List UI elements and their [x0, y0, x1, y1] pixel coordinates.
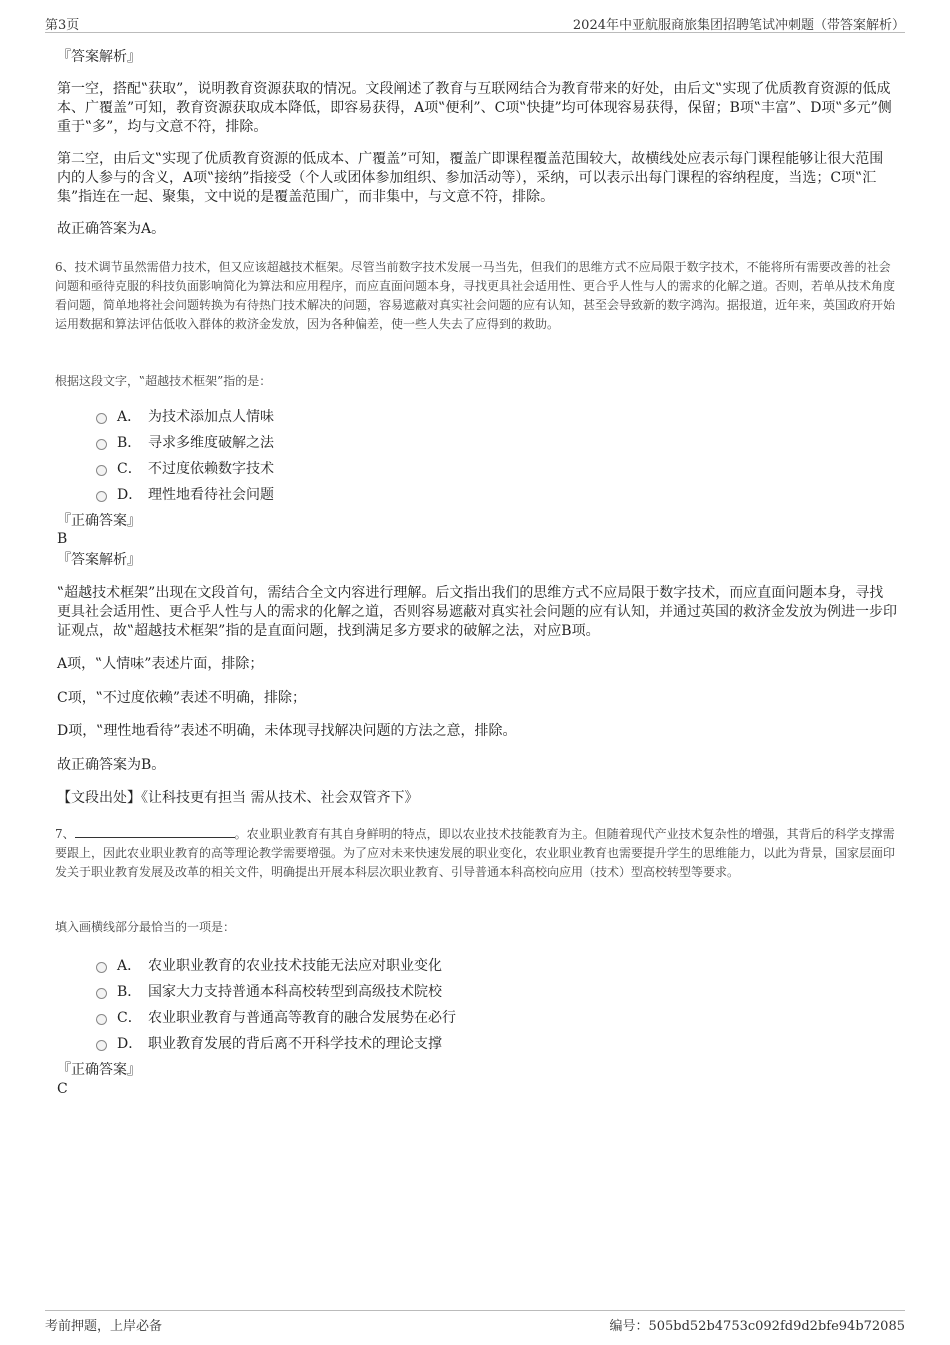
question-7-prompt: 填入画横线部分最恰当的一项是：	[55, 920, 236, 934]
fill-blank	[75, 825, 235, 838]
question-7-option-b[interactable]: B． 国家大力支持普通本科高校转型到高级技术院校	[96, 981, 442, 1001]
document-title: 2024年中亚航服商旅集团招聘笔试冲刺题（带答案解析）	[572, 18, 905, 33]
analysis-option-a: A项，‟人情味”表述片面，排除；	[57, 656, 264, 672]
radio-icon[interactable]	[96, 962, 107, 973]
analysis-paragraph-2: 第二空，由后文‟实现了优质教育资源的低成本、广覆盖”可知，覆盖广即课程覆盖范围较大，故横线处应表示每门课程能够让很大范围内的人参与的含义，A项‟接纳”指接受（个人或团体参加组织、参加活动等），采纳，可以表示出每门课程的容纳程度，当选；C项‟汇集”指连在一起、聚集，文中说的是覆盖范围广，而非集中，与文意不符，排除。	[57, 151, 884, 205]
page-number: 第3页	[45, 18, 80, 33]
footer-slogan: 考前押题，上岸必备	[45, 1319, 163, 1334]
page-footer	[45, 1310, 905, 1335]
analysis-conclusion: 故正确答案为B。	[57, 757, 166, 773]
question-7-text: 7、 。农业职业教育有其自身鲜明的特点，即以农业技术技能教育为主。但随着现代产业技术复杂性的增强，其背后的科学支撑需要跟上，因此农业职业教育的高等理论教学需要增强。为了应对未来快速发展的职业变化，农业职业教育也需要提升学生的思维能力，以此为背景，国家层面印发关于职业教育发展及改革的相关文件，明确提出开展本科层次职业教育、引导普通本科高校向应用（技术）型高校转型等要求。	[55, 827, 896, 879]
correct-answer-value: B	[57, 531, 68, 547]
question-6-option-d[interactable]: D． 理性地看待社会问题	[96, 484, 274, 504]
question-7-option-c[interactable]: C． 农业职业教育与普通高等教育的融合发展势在必行	[96, 1007, 456, 1027]
question-6-option-a[interactable]: A． 为技术添加点人情味	[96, 406, 274, 426]
question-7-option-a[interactable]: A． 农业职业教育的农业技术技能无法应对职业变化	[96, 955, 442, 975]
radio-icon[interactable]	[96, 439, 107, 450]
analysis-paragraph-1: 第一空，搭配‟获取”，说明教育资源获取的情况。文段阐述了教育与互联网结合为教育带来的好处，由后文‟实现了优质教育资源的低成本、广覆盖”可知，教育资源获取成本降低，即容易获得，A项‟便利”、C项‟快捷”均可体现容易获得，保留；B项‟丰富”、D项‟多元”侧重于‟多”，均与文意不符，排除。	[57, 81, 892, 135]
question-6-prompt: 根据这段文字，‟超越技术框架”指的是：	[55, 374, 272, 388]
correct-answer-label: 『正确答案』	[57, 513, 141, 529]
document-id: 编号：505bd52b4753c092fd9d2bfe94b72085	[609, 1319, 905, 1334]
radio-icon[interactable]	[96, 1040, 107, 1051]
analysis-label: 『答案解析』	[57, 552, 141, 568]
question-6-option-c[interactable]: C． 不过度依赖数字技术	[96, 458, 274, 478]
passage-source: 【文段出处】《让科技更有担当 需从技术、社会双管齐下》	[57, 790, 419, 806]
analysis-label: 『答案解析』	[57, 49, 141, 65]
correct-answer-value: C	[57, 1081, 68, 1097]
radio-icon[interactable]	[96, 465, 107, 476]
analysis-paragraph-1: ‟超越技术框架”出现在文段首句，需结合全文内容进行理解。后文指出我们的思维方式不应局限于数字技术，而应直面问题本身，寻找更具社会适用性、更合乎人性与人的需求的化解之道，否则容易遮蔽对真实社会问题的应有认知，并通过英国的救济金发放为例进一步印证观点，故‟超越技术框架”指的是直面问题，找到满足多方要求的破解之法，对应B项。	[57, 585, 897, 639]
analysis-option-d: D项，‟理性地看待”表述不明确，未体现寻找解决问题的方法之意，排除。	[57, 723, 517, 739]
page-header	[45, 12, 905, 33]
radio-icon[interactable]	[96, 491, 107, 502]
radio-icon[interactable]	[96, 988, 107, 999]
correct-answer-label: 『正确答案』	[57, 1062, 141, 1078]
analysis-option-c: C项，‟不过度依赖”表述不明确，排除；	[57, 690, 307, 706]
analysis-conclusion: 故正确答案为A。	[57, 221, 166, 237]
question-6-option-b[interactable]: B． 寻求多维度破解之法	[96, 432, 274, 452]
radio-icon[interactable]	[96, 1014, 107, 1025]
question-6-text: 6、技术调节虽然需借力技术，但又应该超越技术框架。尽管当前数字技术发展一马当先，但我们的思维方式不应局限于数字技术，不能将所有需要改善的社会问题和亟待克服的科技负面影响简化为算法和应用程序，而应直面问题本身，寻找更具社会适用性、更合乎人性与人的需求的化解之道。否则，若单从技术角度看问题，简单地将社会问题转换为有待热门技术解决的问题，容易遮蔽对真实社会问题的应有认知，甚至会导致新的数字鸿沟。据报道，近年来，英国政府开始运用数据和算法评估低收入群体的救济金发放，因为各种偏差，使一些人失去了应得到的救助。	[55, 260, 896, 331]
radio-icon[interactable]	[96, 413, 107, 424]
question-7-option-d[interactable]: D． 职业教育发展的背后离不开科学技术的理论支撑	[96, 1033, 442, 1053]
